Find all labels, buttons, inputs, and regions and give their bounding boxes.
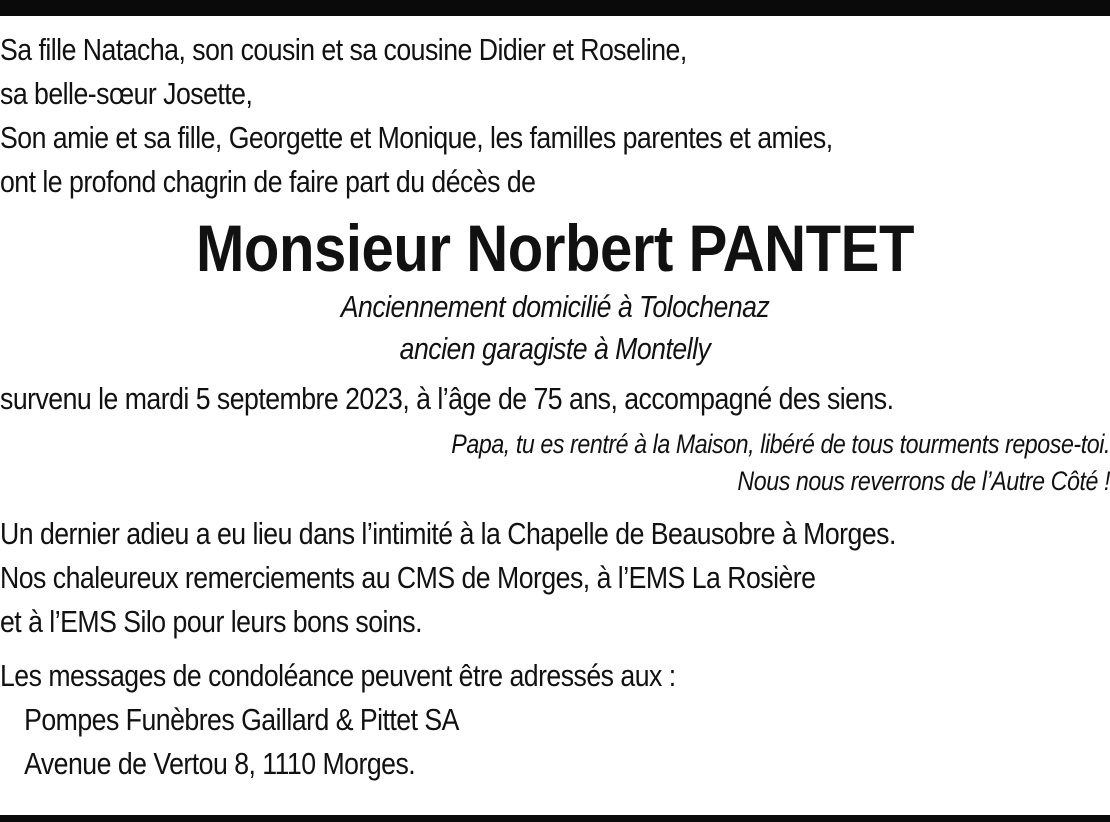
farewell-quote	[0, 426, 1110, 500]
deceased-name: Monsieur Norbert PANTET	[195, 211, 915, 285]
funeral-home-name: Pompes Funèbres Gaillard & Pittet SA	[24, 702, 459, 737]
condolences-intro: Les messages de condoléance peuvent être adressés aux :	[0, 658, 676, 693]
thanks-line: Nos chaleureux remerciements au CMS de Morges, à l’EMS La Rosière	[0, 560, 816, 595]
top-border-rule	[0, 0, 1110, 16]
bottom-border-rule	[0, 815, 1110, 822]
former-residence: Anciennement domicilié à Tolochenaz	[340, 289, 770, 324]
death-statement: survenu le mardi 5 septembre 2023, à l’âge de 75 ans, accompagné des siens.	[0, 381, 894, 416]
quote-line: Papa, tu es rentré à la Maison, libéré de tous tourments repose-toi.	[451, 429, 1110, 459]
funeral-home-address: Avenue de Vertou 8, 1110 Morges.	[24, 746, 416, 781]
condolences-block	[0, 654, 1110, 786]
ceremony-block	[0, 512, 1110, 644]
ceremony-line: Un dernier adieu a eu lieu dans l’intimité à la Chapelle de Beausobre à Morges.	[0, 516, 896, 551]
deceased-details	[0, 286, 1110, 370]
announcer-line: Son amie et sa fille, Georgette et Monique, les familles parentes et amies,	[0, 120, 833, 155]
quote-line: Nous nous reverrons de l’Autre Côté !	[737, 466, 1110, 496]
former-profession: ancien garagiste à Montelly	[399, 331, 711, 366]
announcer-line: ont le profond chagrin de faire part du décès de	[0, 164, 536, 199]
obituary-notice	[0, 28, 1110, 786]
thanks-line: et à l’EMS Silo pour leurs bons soins.	[0, 604, 422, 639]
announcer-line: Sa fille Natacha, son cousin et sa cousine Didier et Roseline,	[0, 32, 687, 67]
announcer-line: sa belle-sœur Josette,	[0, 76, 253, 111]
announcers-block	[0, 28, 1110, 204]
